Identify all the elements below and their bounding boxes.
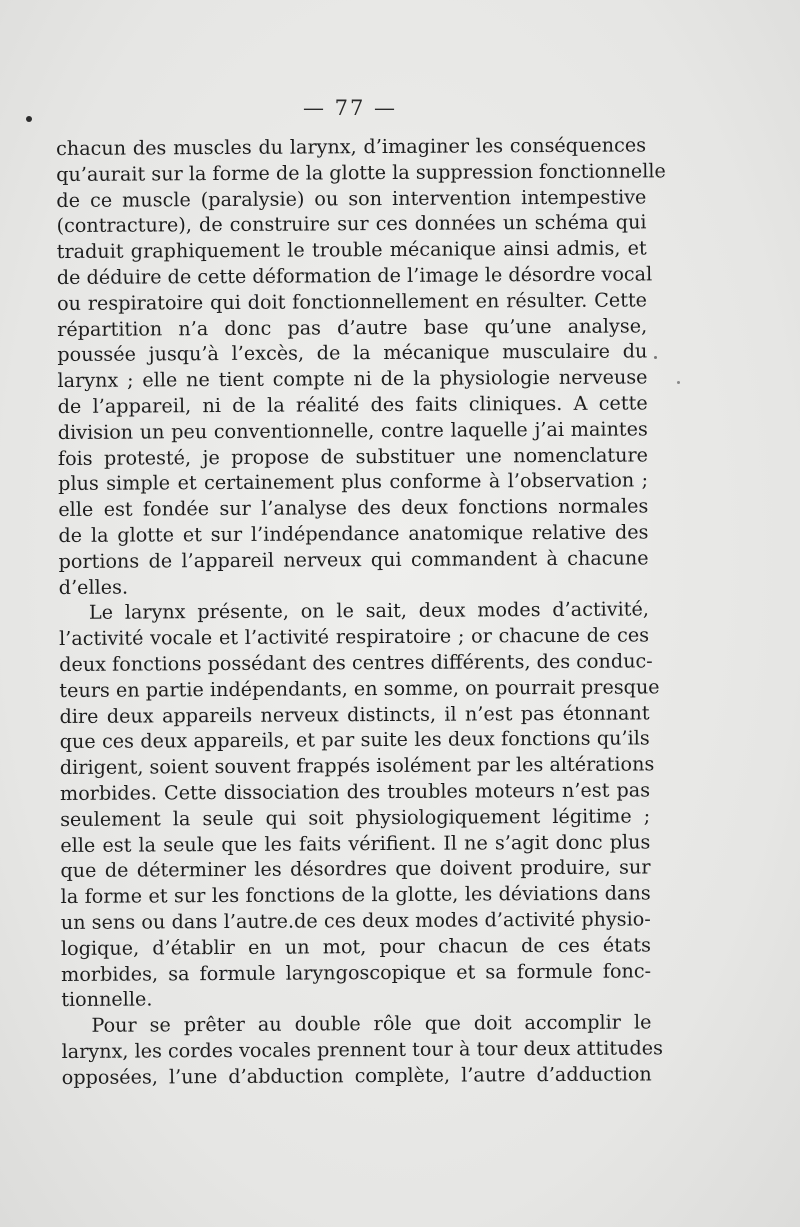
text-line: que de déterminer les désordres que doivent produire, sur [60,855,651,883]
text-line: fois protesté, je propose de substituer une nomenclature [57,442,649,470]
text-line: plus simple et certainement plus conforme à l’observation ; [58,468,649,496]
margin-dot-mark [26,116,32,122]
text-line: opposées, l’une d’abduction complète, l’autre d’adduction [61,1062,652,1089]
text-line: de la glotte et sur l’indépendance anatomique relative des [58,520,649,547]
text-line: chacun des muscles du larynx, d’imaginer les conséquences [56,133,647,160]
text-line: dirigent, soient souvent frappés isolément par les altérations [59,752,655,780]
text-line: l’activité vocale et l’activité respiratoire ; or chacune de ces [59,623,650,651]
text-line: larynx, les cordes vocales prennent tour à tour deux attitudes [61,1036,663,1063]
text-line: ou respiratoire qui doit fonctionnellement en résulter. Cette [56,288,648,315]
text-line: tionnelle. [61,987,153,1012]
text-line: de ce muscle (paralysie) ou son intervention intempestive [56,184,647,212]
text-line: morbides, sa formule laryngoscopique et sa formule fonc- [61,958,652,986]
text-line: dire deux appareils nerveux distincts, il n’est pas étonnant [59,700,650,728]
text-line: seulement la seule qui soit physiologiquement légitime ; [60,804,651,831]
page-number: — 77 — [302,96,398,120]
text-line: de déduire de cette déformation de l’image le désordre vocal [56,262,653,289]
text-line: d’elles. [58,575,129,599]
text-line: portions de l’appareil nerveux qui commandent à chacune [58,546,649,573]
margin-speck-mark [677,381,680,384]
paragraph [61,1009,663,1090]
text-line: répartition n’a donc pas d’autre base qu’une analyse, [57,313,648,341]
text-line: elle est fondée sur l’analyse des deux fonctions normales [58,494,649,522]
text-line: un sens ou dans l’autre.de ces deux modes d’activité physio- [60,907,651,934]
text-line: teurs en partie indépendants, en somme, on pourrait presque [59,675,660,702]
text-line: elle est la seule que les faits vérifient. Il ne s’agit donc plus [60,829,651,857]
text-line: logique, d’établir en un mot, pour chacun de ces états [60,933,652,960]
body-text [56,132,666,1090]
text-line: poussée jusqu’à l’excès, de la mécanique musculaire du [57,339,648,367]
text-line: Pour se prêter au double rôle que doit accomplir le [91,1010,652,1037]
text-line: traduit graphiquement le trouble mécanique ainsi admis, et [56,236,647,264]
text-line: qu’aurait sur la forme de la glotte la suppression fonctionnelle [56,159,666,186]
margin-speck-mark [654,356,657,359]
text-line: larynx ; elle ne tient compte ni de la physiologie nerveuse [57,365,648,393]
text-line: de l’appareil, ni de la réalité des faits cliniques. A cette [57,391,648,418]
paragraph [59,597,660,1013]
text-line: Le larynx présente, on le sait, deux modes d’activité, [88,597,649,625]
text-line: division un peu conventionnelle, contre laquelle j’ai maintes [57,417,648,444]
paragraph [56,132,666,600]
text-line: deux fonctions possédant des centres différents, des conduc- [59,649,653,676]
text-line: que ces deux appareils, et par suite les deux fonctions qu’ils [59,726,650,754]
text-line: (contracture), de construire sur ces données un schéma qui [56,210,647,238]
text-line: morbides. Cette dissociation des troubles moteurs n’est pas [59,778,651,805]
text-line: la forme et sur les fonctions de la glotte, les déviations dans [60,881,651,909]
